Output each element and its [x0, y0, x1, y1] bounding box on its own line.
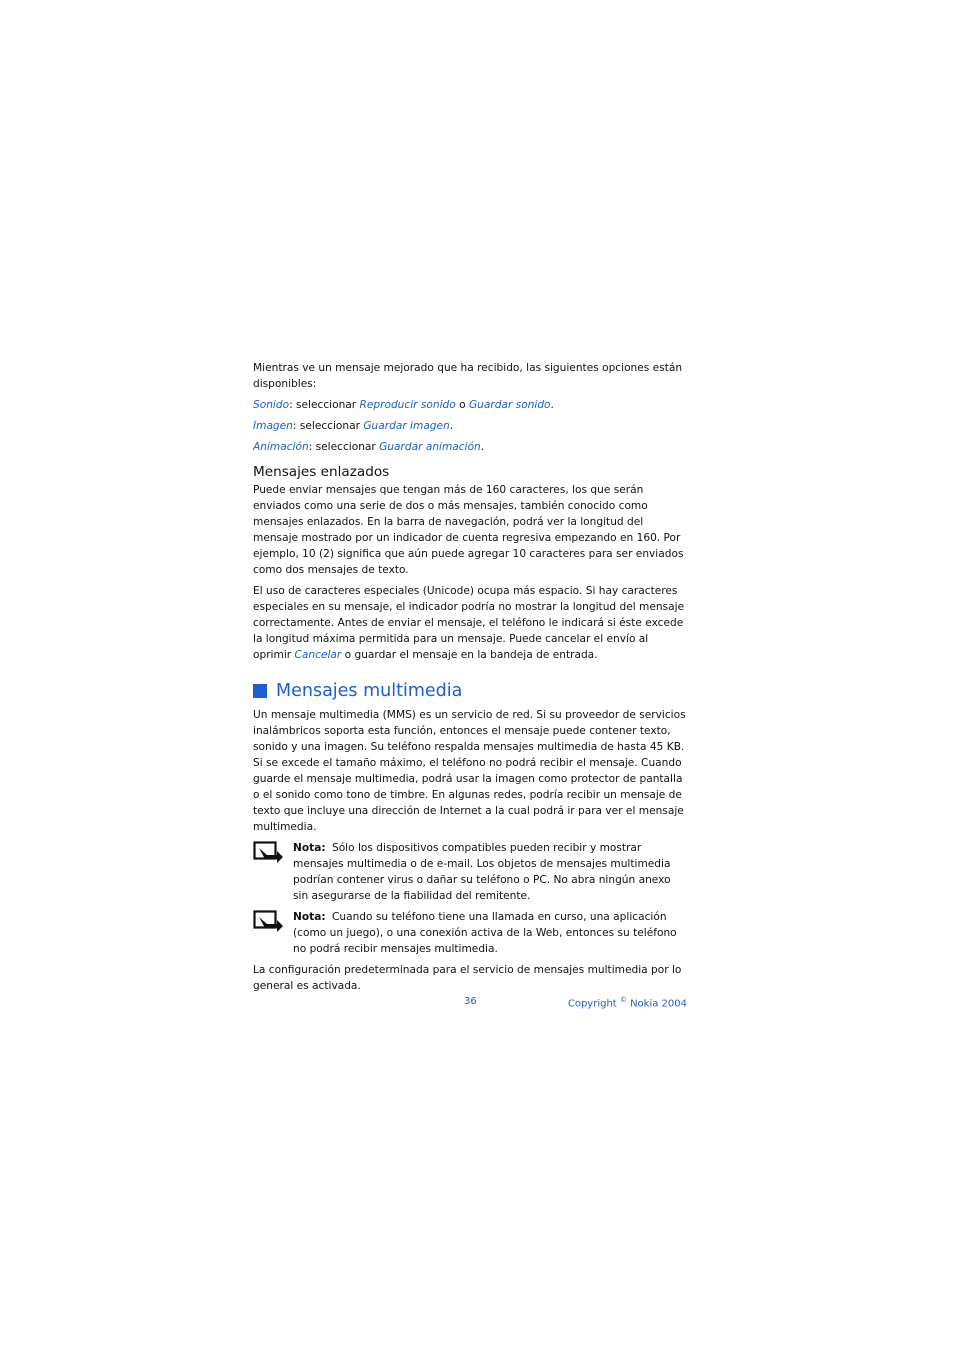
- option-imagen: Imagen: seleccionar Guardar imagen.: [253, 420, 454, 432]
- page-content: [253, 360, 689, 999]
- enlazados-paragraph-1: Puede enviar mensajes que tengan más de 160 caracteres, los que serán enviados como una serie de dos o más mensajes, también conocido como mensajes enlazados. En la barra de navegación, podrá ver la longitud del mensaje mostrado por un indicador de cuenta regresiva empezando en 160. Por ejemplo, 10 (2) significa que aún puede agregar 10 caracteres para ser enviados como dos mensajes de texto.: [253, 484, 684, 576]
- note-hand-icon-svg: [253, 841, 283, 863]
- note-label: Nota:: [293, 842, 326, 854]
- note-hand-icon: [253, 909, 293, 957]
- option-animacion: Animación: seleccionar Guardar animación.: [253, 441, 485, 453]
- option-name[interactable]: Animación: [253, 441, 309, 453]
- option-name[interactable]: Imagen: [253, 420, 293, 432]
- intro-paragraph: Mientras ve un mensaje mejorado que ha recibido, las siguientes opciones están disponibles:: [253, 362, 683, 390]
- copyright-symbol: ©: [619, 996, 627, 1004]
- option-sonido: Sonido: seleccionar Reproducir sonido o Guardar sonido.: [253, 399, 554, 411]
- final-paragraph: La configuración predeterminada para el servicio de mensajes multimedia por lo general es activada.: [253, 964, 682, 992]
- multimedia-paragraph: Un mensaje multimedia (MMS) es un servicio de red. Si su proveedor de servicios inalámbricos soporta esta función, entonces el mensaje puede contener texto, sonido y una imagen. Su teléfono respalda mensajes multimedia de hasta 45 KB. Si se excede el tamaño máximo, el teléfono no podrá recibir el mensaje. Cuando guarde el mensaje multimedia, podrá usar la imagen como protector de pantalla o el sonido como tono de timbre. En algunas redes, podría recibir un mensaje de texto que incluye una dirección de Internet a la cual podrá ir para ver el mensaje multimedia.: [253, 709, 686, 833]
- section-heading: [253, 680, 689, 702]
- note-hand-icon: [253, 840, 293, 904]
- copyright-notice: Copyright © Nokia 2004: [567, 996, 687, 1010]
- note-text: Cuando su teléfono tiene una llamada en curso, una aplicación (como un juego), o una conexión activa de la Web, entonces su teléfono no podrá recibir mensajes multimedia.: [293, 911, 677, 955]
- square-bullet-icon: [253, 684, 267, 698]
- option-link[interactable]: Guardar animación: [379, 441, 481, 453]
- option-link[interactable]: Reproducir sonido: [359, 399, 456, 411]
- page-number: 36: [464, 996, 477, 1007]
- note-text: Sólo los dispositivos compatibles pueden recibir y mostrar mensajes multimedia o de e-mail. Los objetos de mensajes multimedia podrían contener virus o dañar su teléfono o PC. No abra ningún anexo sin asegurarse de la fiabilidad del remitente.: [293, 842, 671, 902]
- option-link[interactable]: Guardar sonido: [468, 399, 551, 411]
- note-1: [253, 840, 689, 904]
- option-name[interactable]: Sonido: [253, 399, 290, 411]
- note-2: [253, 909, 689, 957]
- cancelar-link[interactable]: Cancelar: [294, 649, 342, 661]
- subheading-mensajes-enlazados: Mensajes enlazados: [253, 464, 390, 480]
- option-link[interactable]: Guardar imagen: [363, 420, 450, 432]
- section-title: Mensajes multimedia: [276, 681, 463, 701]
- note-label: Nota:: [293, 911, 326, 923]
- enlazados-paragraph-2: El uso de caracteres especiales (Unicode) ocupa más espacio. Si hay caracteres especiales en su mensaje, el indicador podría no mostrar la longitud del mensaje correctamente. Antes de enviar el mensaje, el teléfono le indicará si éste excede la longitud máxima permitida para un mensaje. Puede cancelar el envío al oprimir Cancelar o guardar el mensaje en la bandeja de entrada.: [253, 585, 685, 661]
- page-footer: [253, 996, 687, 1012]
- note-hand-icon-svg: [253, 910, 283, 932]
